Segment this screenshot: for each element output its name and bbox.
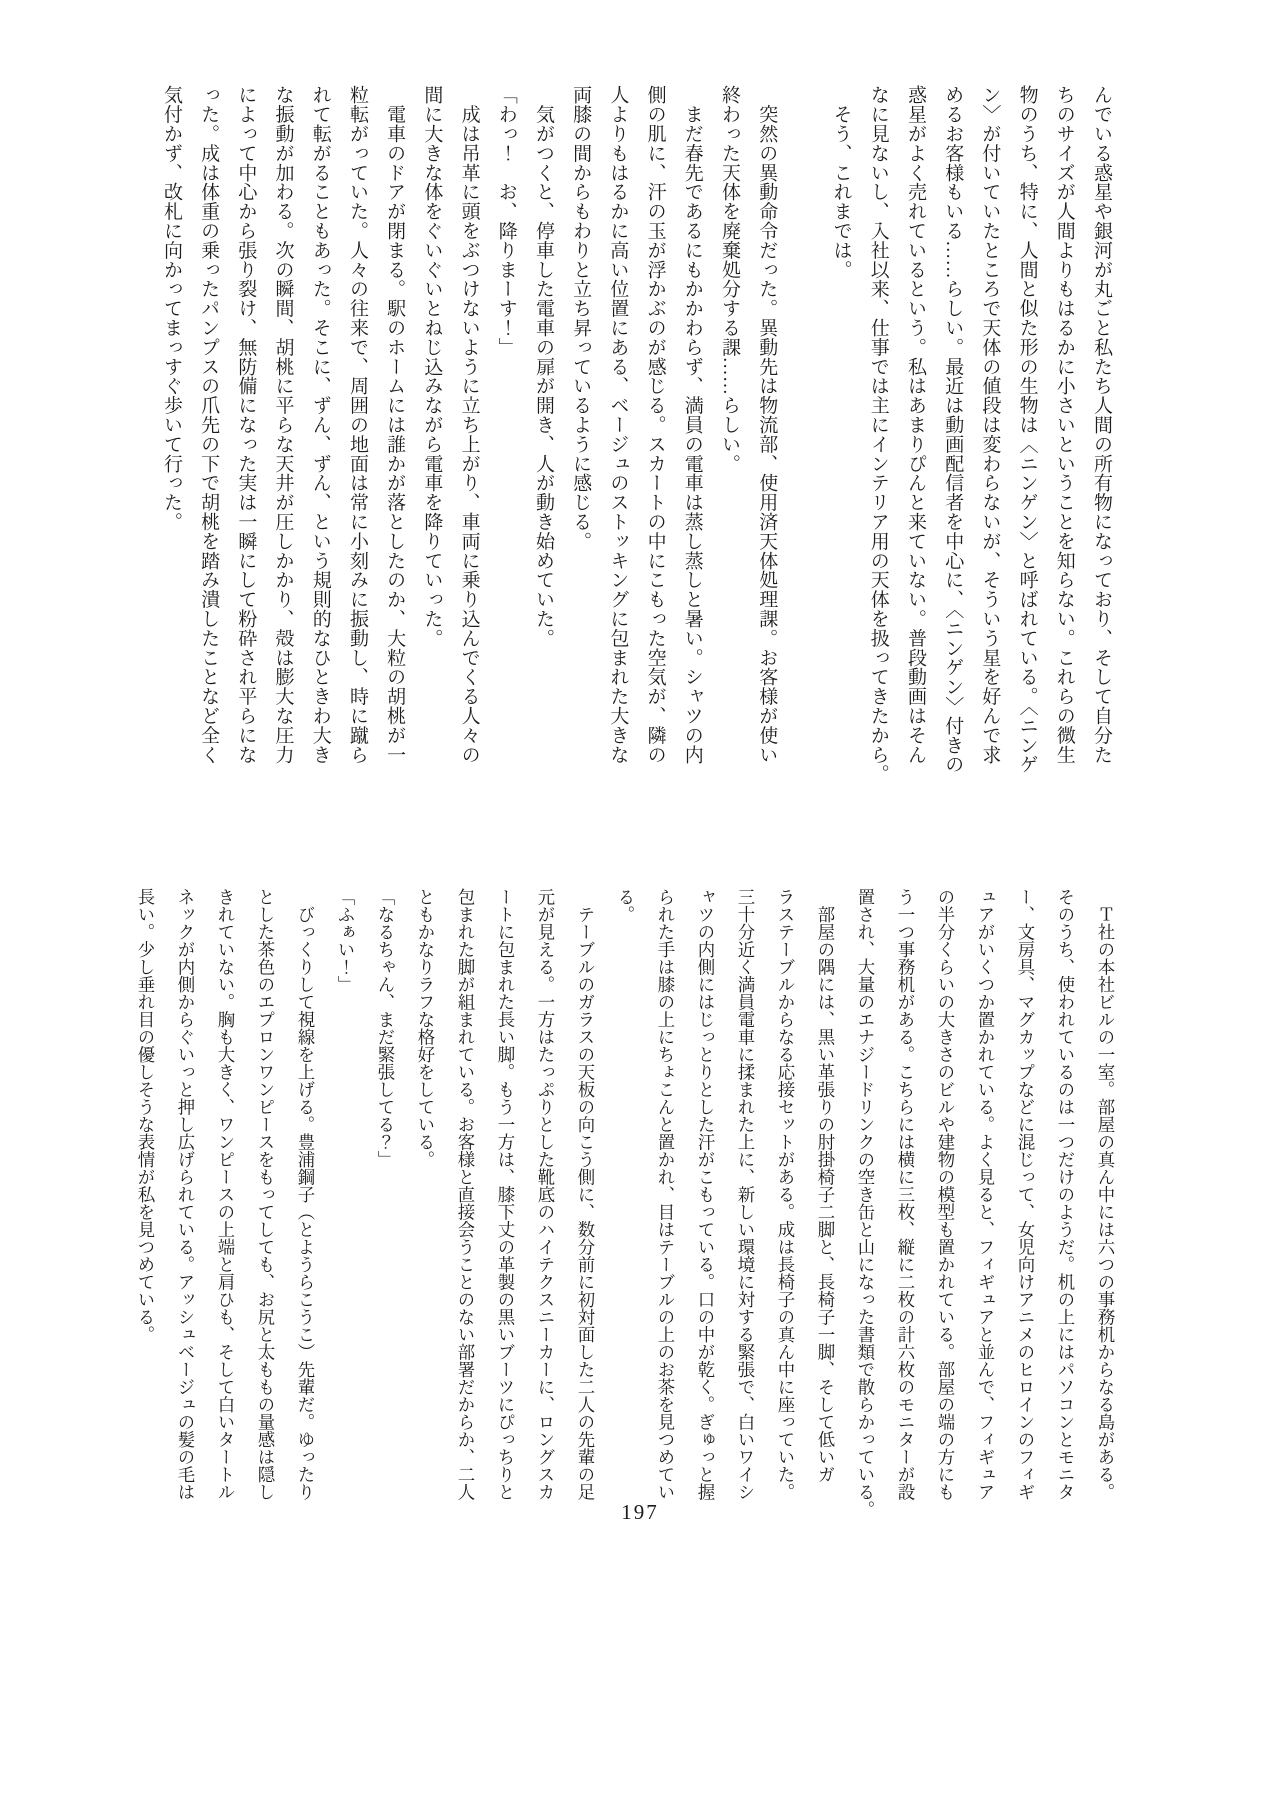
text-column: テーブルのガラスの天板の向こう側に、数分前に初対面した二人の先輩の足 xyxy=(575,888,595,1501)
text-column: めるお客様もいる……らしい。最近は動画配信者を中心に、〈ニンゲン〉付きの xyxy=(942,85,964,774)
text-column: ー、文房具、マグカップなどに混じって、女児向けアニメのヒロインのフィギ xyxy=(1015,888,1035,1501)
text-column: ン〉が付いていたところで天体の値段は変わらないが、そういう星を好んで求 xyxy=(979,85,1001,764)
text-column: そう、これまでは。 xyxy=(830,85,852,279)
page-number: 197 xyxy=(621,1500,659,1524)
text-column: によって中心から張り裂け、無防備になった実は一瞬にして粉砕され平らにな xyxy=(235,85,257,764)
text-column: 粒転がっていた。人々の往来で、周囲の地面は常に小刻みに振動し、時に蹴ら xyxy=(346,85,368,764)
text-column: れて転がることもあった。そこに、ずん、ずん、という規則的なひときわ大き xyxy=(309,85,331,764)
text-column: った。成は体重の乗ったパンプスの爪先の下で胡桃を踏み潰したことなど全く xyxy=(198,85,220,764)
text-column: 部屋の隅には、黒い革張りの肘掛椅子二脚と、長椅子一脚、そして低いガ xyxy=(815,888,835,1483)
text-column: 気付かず、改札に向かってまっすぐ歩いて行った。 xyxy=(160,85,182,532)
text-column: ュアがいくつか置かれている。よく見ると、フィギュアと並んで、フィギュア xyxy=(975,888,995,1501)
text-column: 物のうち、特に、人間と似た形の生物は〈ニンゲン〉と呼ばれている。〈ニンゲ xyxy=(1016,85,1038,774)
text-column: られた手は膝の上にちょこんと置かれ、目はテーブルの上のお茶を見つめてい xyxy=(655,888,675,1501)
text-column: まだ春先であるにもかかわらず、満員の電車は蒸し蒸しと暑い。シャツの内 xyxy=(681,85,703,764)
text-column: ートに包まれた長い脚。もう一方は、膝下丈の革製の黒いブーツにぴっちりと xyxy=(495,888,515,1501)
text-column: とした茶色のエプロンワンピースをもってしても、お尻と太ももの量感は隠し xyxy=(255,888,275,1501)
text-column: 元が見える。一方はたっぷりとした靴底のハイテクスニーカーに、ロングスカ xyxy=(535,888,555,1501)
text-column: う一つ事務机がある。こちらには横に三枚、縦に二枚の計六枚のモニターが設 xyxy=(895,888,915,1501)
text-column: 惑星がよく売れているという。私はあまりぴんと来ていない。普段動画はそん xyxy=(904,85,926,764)
text-column: 三十分近く満員電車に揉まれた上に、新しい環境に対する緊張で、白いワイシ xyxy=(735,888,755,1501)
text-column: 置され、大量のエナジードリンクの空き缶と山になった書類で散らかっている。 xyxy=(855,888,875,1518)
text-column: 長い。少し垂れ目の優しそうな表情が私を見つめている。 xyxy=(135,888,155,1343)
text-column: る。 xyxy=(615,888,635,923)
text-column: 「ふぁい！」 xyxy=(335,888,355,993)
text-column: 包まれた脚が組まれている。お客様と直接会うことのない部署だからか、二人 xyxy=(455,888,475,1501)
text-column: ラステーブルからなる応接セットがある。成は長椅子の真ん中に座っていた。 xyxy=(775,888,795,1501)
text-column: 「なるちゃん、まだ緊張してる？」 xyxy=(375,888,395,1168)
text-block-bottom xyxy=(125,888,1125,1518)
text-column: 間に大きな体をぐいぐいとねじ込みながら電車を降りていった。 xyxy=(421,85,443,648)
text-column: 気がつくと、停車した電車の扉が開き、人が動き始めていた。 xyxy=(532,85,554,648)
text-column: びっくりして視線を上げる。豊浦鋼子（とようらこうこ）先輩だ。ゆったり xyxy=(295,888,315,1501)
text-column: きれていない。胸も大きく、ワンピースの上端と肩ひも、そして白いタートル xyxy=(215,888,235,1501)
text-column: んでいる惑星や銀河が丸ごと私たち人間の所有物になっており、そして自分た xyxy=(1091,85,1112,764)
text-column: Ｔ社の本社ビルの一室。部屋の真ん中には六つの事務机からなる島がある。 xyxy=(1095,888,1115,1501)
text-column: 成は吊革に頭をぶつけないように立ち上がり、車両に乗り込んでくる人々の xyxy=(458,85,480,764)
text-block-top xyxy=(153,85,1120,784)
text-column: の半分くらいの大きさのビルや建物の模型も置かれている。部屋の端の方にも xyxy=(935,888,955,1501)
text-column: そのうち、使われているのは一つだけのようだ。机の上にはパソコンとモニタ xyxy=(1055,888,1075,1501)
text-column: 人よりもはるかに高い位置にある、ベージュのストッキングに包まれた大きな xyxy=(607,85,629,764)
text-column: 終わった天体を廃棄処分する課……らしい。 xyxy=(718,85,740,473)
text-column: ちのサイズが人間よりもはるかに小さいということを知らない。これらの微生 xyxy=(1053,85,1075,764)
text-column: 側の肌に、汗の玉が浮かぶのが感じる。スカートの中にこもった空気が、隣の xyxy=(644,85,666,764)
text-column: ャツの内側にはじっとりとした汗がこもっている。口の中が乾く。ぎゅっと握 xyxy=(695,888,715,1501)
text-column: 電車のドアが閉まる。駅のホームには誰かが落としたのか、大粒の胡桃が一 xyxy=(384,85,406,764)
text-column: ともかなりラフな格好をしている。 xyxy=(415,888,435,1168)
text-column: なに見ないし、入社以来、仕事では主にインテリア用の天体を扱ってきたから。 xyxy=(867,85,889,784)
text-column: 「わっ！ お、降りまーす！」 xyxy=(495,85,517,357)
text-column: な振動が加わる。次の瞬間、胡桃に平らな天井が圧しかかり、殻は膨大な圧力 xyxy=(272,85,294,764)
text-column: ネックが内側からぐいっと押し広げられている。アッシュベージュの髪の毛は xyxy=(175,888,195,1501)
blank-column xyxy=(785,85,822,780)
text-column: 両膝の間からもわりと立ち昇っているように感じる。 xyxy=(570,85,592,551)
text-column: 突然の異動命令だった。異動先は物流部、使用済天体処理課。お客様が使い xyxy=(756,85,778,764)
